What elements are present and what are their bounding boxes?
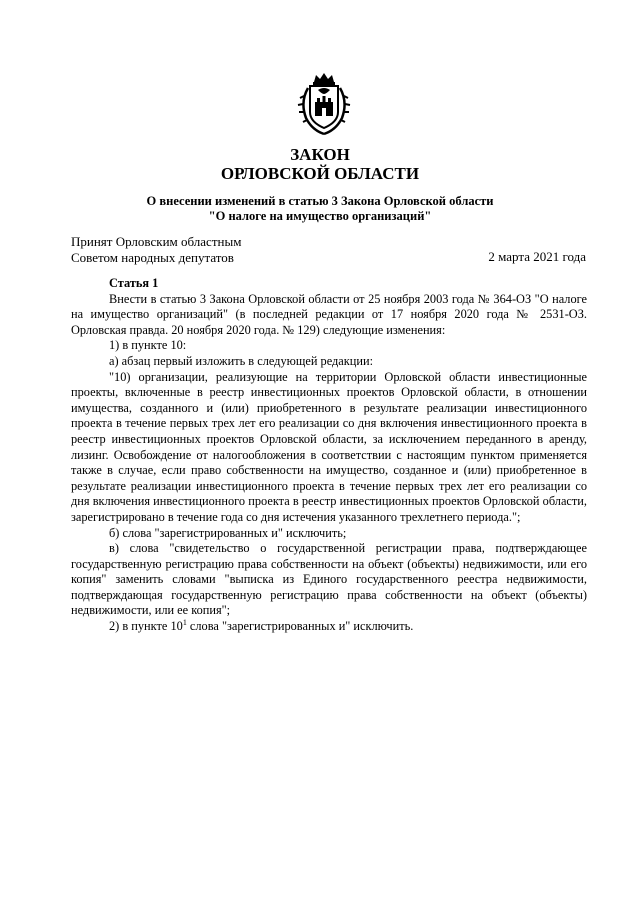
article-item-2 (71, 619, 587, 635)
subtitle-line-1: О внесении изменений в статью 3 Закона Орловской области (146, 194, 494, 208)
article-item-1: 1) в пункте 10: (109, 338, 187, 353)
subtitle-line-2: "О налоге на имущество организаций" (208, 209, 432, 223)
law-subtitle (0, 194, 640, 224)
article-quote: "10) организации, реализующие на территории Орловской области инвестиционные проекты, включенные в реестр инвестиционных проектов Орловской области, в отношении имущества, созданного и (или) приобретенного в результате реализации инвестиционного проекта в течение первых трех лет его реализации со дня включения инвестиционного проекта в реестр инвестиционных проектов Орловской области, за исключением переданного в аренду, лизинг. Освобождение от налогообложения в соответствии с настоящим пунктом применяется также в случае, если право собственности на имущество, созданное и (или) приобретенное в результате реализации инвестиционного проекта в течение первых трех лет его реализации со дня включения инвестиционного проекта в реестр инвестиционных проектов Орловской области, зарегистрировано в течение года со дня истечения указанного трехлетнего периода."; (71, 369, 587, 524)
article-item-1a: а) абзац первый изложить в следующей редакции: (109, 353, 374, 368)
adoption-date: 2 марта 2021 года (488, 249, 586, 264)
adoption-line-1: Принят Орловским областным (71, 234, 242, 249)
adoption-line-2: Советом народных депутатов (71, 249, 234, 265)
coat-of-arms-icon (296, 72, 352, 136)
law-region: ОРЛОВСКОЙ ОБЛАСТИ (220, 164, 420, 183)
article-intro: Внести в статью 3 Закона Орловской области от 25 ноября 2003 года № 364-ОЗ "О налоге на имущество организаций" (в последней редакции от 17 ноября 2020 года № 2531-ОЗ. Орловская правда. 20 ноября 2020 года. № 129) следующие изменения: (71, 291, 587, 337)
adoption-note (71, 234, 241, 265)
article-body (71, 276, 587, 635)
item-2-after: слова "зарегистрированных и" исключить. (186, 619, 414, 634)
article-heading: Статья 1 (109, 276, 159, 290)
article-item-1b: б) слова "зарегистрированных и" исключить; (109, 525, 347, 540)
article-item-1c: в) слова "свидетельство о государственной регистрации права, подтверждающее государственную регистрацию права собственности на объект (объекты) недвижимости, или его копия" заменить словами "выписка из Единого государственного реестра недвижимости, подтверждающая государственную регистрацию права собственности на объект (объекты) недвижимости, или ее копия"; (71, 541, 587, 618)
item-2-superscript: 1 (182, 617, 187, 627)
item-2-before: 2) в пункте 10 (109, 619, 183, 634)
law-title: ЗАКОН (290, 145, 350, 164)
